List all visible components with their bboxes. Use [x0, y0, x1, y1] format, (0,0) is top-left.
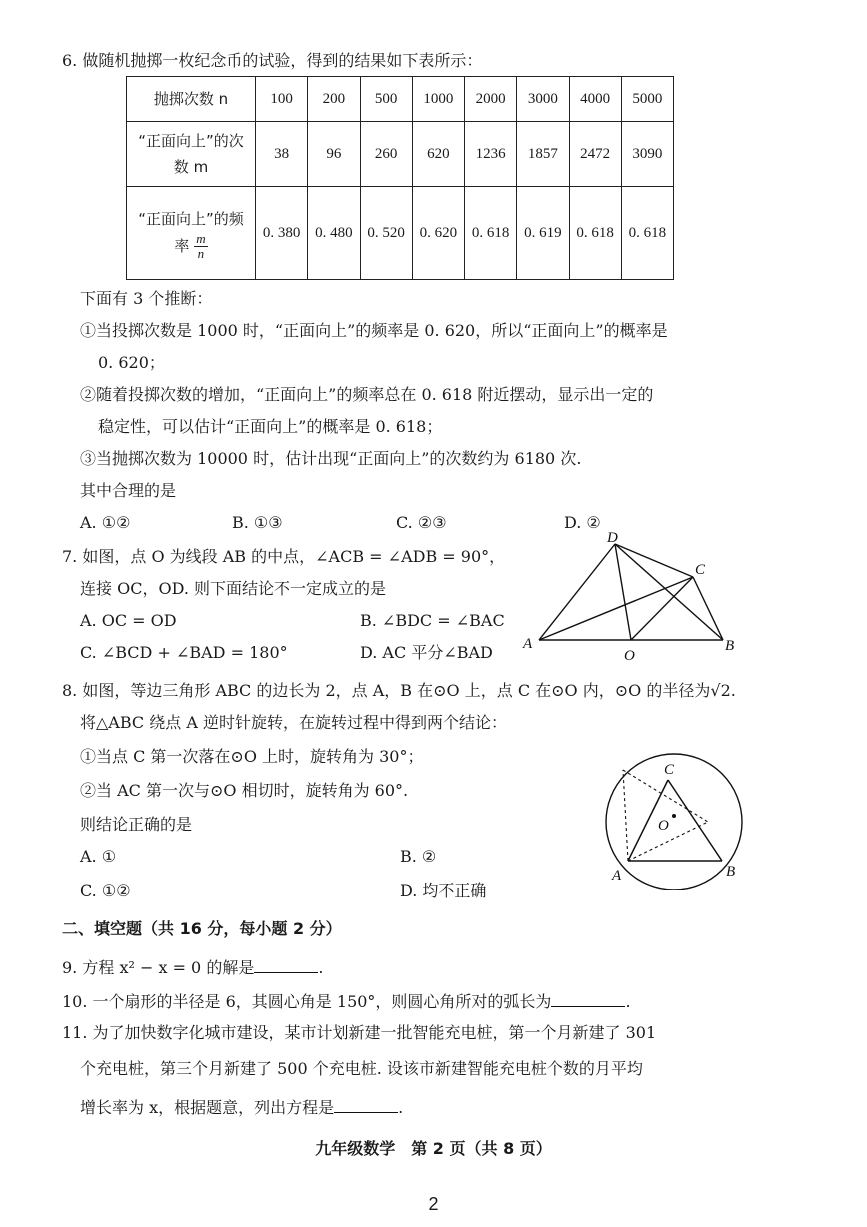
q7-figure — [515, 530, 745, 670]
segment-OD — [615, 544, 631, 640]
q9-text: 9. 方程 x² − x = 0 的解是 — [62, 958, 255, 977]
q6-option-c[interactable]: C. ②③ — [396, 513, 447, 532]
table-row-frequency — [127, 187, 674, 280]
q11-answer-blank[interactable] — [334, 1094, 398, 1113]
q6-intro: 下面有 3 个推断： — [80, 289, 213, 308]
cell-frequency: 0. 619 — [517, 187, 569, 280]
cell-frequency: 0. 380 — [256, 187, 308, 280]
table-row-throws — [127, 77, 674, 122]
q11-text: 增长率为 x，根据题意，列出方程是 — [80, 1098, 335, 1117]
q11-period: . — [398, 1098, 404, 1117]
q6-option-b[interactable]: B. ①③ — [232, 513, 283, 532]
q6-stem: 6. 做随机抛掷一枚纪念币的试验，得到的结果如下表所示： — [62, 51, 483, 70]
segment-AC — [539, 577, 693, 640]
q8-stem-line1: 8. 如图，等边三角形 ABC 的边长为 2，点 A，B 在⊙O 上，点 C 在⊙O 内，⊙O 的半径为√2. — [62, 681, 736, 700]
q6-statement-2b: 稳定性，可以估计“正面向上”的概率是 0. 618； — [98, 417, 443, 436]
q6-statement-2a: ②随着投掷次数的增加，“正面向上”的频率总在 0. 618 附近摆动，显示出一定的 — [80, 385, 654, 404]
frequency-fraction — [194, 232, 207, 261]
q11-line2: 个充电桩，第三个月新建了 500 个充电桩. 设该市新建智能充电桩个数的月平均 — [80, 1059, 643, 1078]
cell-throws: 100 — [256, 77, 308, 122]
cell-heads: 620 — [412, 122, 464, 187]
label-B: B — [726, 864, 736, 880]
cell-heads: 96 — [308, 122, 360, 187]
cell-throws: 1000 — [412, 77, 464, 122]
row-header-heads: “正面向上”的次数 m — [127, 122, 256, 187]
segment-DB — [615, 544, 723, 640]
segment-AD — [539, 544, 615, 640]
fraction-denominator: n — [197, 245, 205, 261]
cell-frequency: 0. 520 — [360, 187, 412, 280]
segment-BC — [668, 780, 722, 861]
q9-period: . — [318, 958, 324, 977]
dashed-AC-rotated — [623, 770, 628, 861]
cell-heads: 1857 — [517, 122, 569, 187]
cell-frequency: 0. 620 — [412, 187, 464, 280]
q10-text: 10. 一个扇形的半径是 6，其圆心角是 150°，则圆心角所对的弧长为 — [62, 992, 552, 1011]
q8-option-a[interactable]: A. ① — [80, 847, 117, 866]
label-O: O — [624, 648, 635, 664]
q6-statement-1a: ①当投掷次数是 1000 时，“正面向上”的频率是 0. 620，所以“正面向上”的概率是 — [80, 321, 668, 340]
q7-stem-line2: 连接 OC，OD. 则下面结论不一定成立的是 — [80, 579, 386, 598]
row-header-frequency — [127, 187, 256, 280]
cell-throws: 3000 — [517, 77, 569, 122]
label-C: C — [664, 762, 675, 778]
label-O: O — [658, 818, 669, 834]
q6-statement-3: ③当抛掷次数为 10000 时，估计出现“正面向上”的次数约为 6180 次. — [80, 449, 582, 468]
label-A: A — [612, 868, 622, 884]
segment-CB — [693, 577, 723, 640]
q8-option-c[interactable]: C. ①② — [80, 881, 131, 900]
q6-frequency-table — [126, 76, 674, 280]
q10-answer-blank[interactable] — [551, 988, 625, 1007]
page-number: 2 — [428, 1194, 439, 1214]
segment-DC — [615, 544, 693, 577]
label-C: C — [695, 562, 706, 578]
q8-option-d[interactable]: D. 均不正确 — [400, 881, 487, 900]
label-D: D — [607, 530, 618, 546]
q8-figure — [598, 740, 758, 890]
cell-heads: 3090 — [621, 122, 673, 187]
q6-statement-1b: 0. 620； — [98, 353, 165, 372]
table-row-heads — [127, 122, 674, 187]
q8-statement-1: ①当点 C 第一次落在⊙O 上时，旋转角为 30°； — [80, 747, 424, 766]
section-2-title: 二、填空题（共 16 分，每小题 2 分） — [62, 919, 342, 938]
cell-throws: 2000 — [465, 77, 517, 122]
cell-throws: 5000 — [621, 77, 673, 122]
q7-option-b[interactable]: B. ∠BDC = ∠BAC — [360, 611, 505, 630]
label-A: A — [523, 636, 533, 652]
cell-heads: 2472 — [569, 122, 621, 187]
center-dot — [672, 814, 676, 818]
cell-throws: 500 — [360, 77, 412, 122]
cell-heads: 38 — [256, 122, 308, 187]
q7-option-a[interactable]: A. OC = OD — [80, 611, 177, 630]
q7-stem-line1: 7. 如图，点 O 为线段 AB 的中点，∠ACB = ∠ADB = 90°， — [62, 547, 506, 566]
q9-line — [62, 954, 323, 979]
cell-frequency: 0. 618 — [465, 187, 517, 280]
q8-option-b[interactable]: B. ② — [400, 847, 437, 866]
q11-line1: 11. 为了加快数字化城市建设，某市计划新建一批智能充电桩，第一个月新建了 301 — [62, 1023, 657, 1042]
fraction-numerator: m — [196, 230, 206, 246]
cell-throws: 4000 — [569, 77, 621, 122]
q8-statement-2: ②当 AC 第一次与⊙O 相切时，旋转角为 60°. — [80, 781, 409, 800]
q11-line3 — [80, 1094, 403, 1119]
page-footer: 九年级数学 第 2 页（共 8 页） — [315, 1139, 552, 1158]
cell-throws: 200 — [308, 77, 360, 122]
label-B: B — [725, 638, 735, 654]
cell-heads: 1236 — [465, 122, 517, 187]
q6-ask: 其中合理的是 — [80, 481, 177, 500]
q6-option-a[interactable]: A. ①② — [80, 513, 131, 532]
q8-ask: 则结论正确的是 — [80, 815, 193, 834]
q8-stem-line2: 将△ABC 绕点 A 逆时针旋转，在旋转过程中得到两个结论： — [80, 713, 507, 732]
q9-answer-blank[interactable] — [254, 954, 318, 973]
cell-heads: 260 — [360, 122, 412, 187]
row-header-throws: 抛掷次数 n — [127, 77, 256, 122]
row-header-frequency-label: “正面向上”的频率 — [138, 209, 244, 255]
q10-period: . — [625, 992, 631, 1011]
cell-frequency: 0. 480 — [308, 187, 360, 280]
q6-option-d[interactable]: D. ② — [564, 513, 601, 532]
q7-option-d[interactable]: D. AC 平分∠BAD — [360, 643, 493, 662]
q7-option-c[interactable]: C. ∠BCD + ∠BAD = 180° — [80, 643, 288, 662]
q10-line — [62, 988, 631, 1013]
cell-frequency: 0. 618 — [621, 187, 673, 280]
cell-frequency: 0. 618 — [569, 187, 621, 280]
